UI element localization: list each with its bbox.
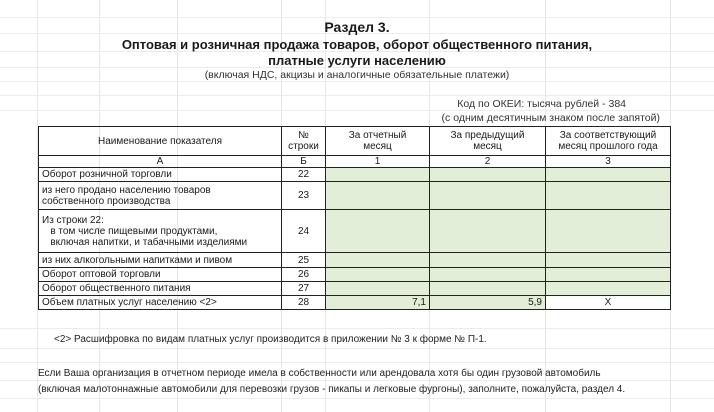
index-cell: 3	[546, 156, 671, 168]
table-header-row	[39, 127, 671, 156]
last-year-cell: X	[546, 296, 671, 310]
table-row	[39, 210, 671, 253]
index-cell: Б	[282, 156, 326, 168]
table-row	[39, 182, 671, 210]
row-number: 25	[282, 253, 326, 268]
grid-line	[0, 328, 714, 329]
header-indicator-name: Наименование показателя	[39, 127, 282, 156]
row-label: Из строки 22: в том числе пищевыми продуктами, включая напитки, и табачными изделиями	[39, 210, 282, 253]
header-previous-month: За предыдущий месяц	[430, 127, 546, 156]
row-number: 24	[282, 210, 326, 253]
table-row	[39, 268, 671, 282]
last-year-cell[interactable]	[546, 253, 671, 268]
grid-line	[0, 398, 714, 399]
row-label: Объем платных услуг населению <2>	[39, 296, 282, 310]
row-label: Оборот общественного питания	[39, 282, 282, 296]
last-year-cell[interactable]	[546, 210, 671, 253]
previous-month-cell[interactable]	[430, 253, 546, 268]
okei-code: Код по ОКЕИ: тысяча рублей - 384	[457, 98, 626, 110]
header-row-number: № строки	[282, 127, 326, 156]
section-note: (включая НДС, акцизы и аналогичные обязательные платежи)	[204, 69, 510, 81]
reporting-month-cell[interactable]	[326, 182, 430, 210]
index-cell: 2	[430, 156, 546, 168]
okei-precision: (с одним десятичным знаком после запятой)	[441, 112, 660, 124]
table-row	[39, 296, 671, 310]
grid-line	[0, 362, 714, 363]
footnote: <2> Расшифровка по видам платных услуг производится в приложении № 3 к форме № П-1.	[54, 334, 487, 345]
reporting-month-cell[interactable]: 7,1	[326, 296, 430, 310]
section3-table	[38, 126, 671, 310]
reporting-month-cell[interactable]	[326, 253, 430, 268]
section-title: Раздел 3.	[324, 19, 390, 35]
previous-month-cell[interactable]	[430, 282, 546, 296]
row-label: Оборот розничной торговли	[39, 168, 282, 182]
grid-line	[0, 380, 714, 381]
footer-text-line2: (включая малотоннажные автомобили для перевозки грузов - пикапы и легковые фургоны), заполните, пожалуйста, раздел 4.	[38, 384, 626, 395]
row-number: 28	[282, 296, 326, 310]
grid-line	[0, 81, 714, 82]
row-label: из него продано населению товаров собственного производства	[39, 182, 282, 210]
previous-month-cell[interactable]	[430, 210, 546, 253]
header-reporting-month: За отчетный месяц	[326, 127, 430, 156]
grid-line	[0, 95, 714, 96]
previous-month-cell[interactable]	[430, 168, 546, 182]
reporting-month-cell[interactable]	[326, 210, 430, 253]
reporting-month-cell[interactable]	[326, 268, 430, 282]
last-year-cell[interactable]	[546, 182, 671, 210]
grid-line	[0, 348, 714, 349]
grid-line	[0, 110, 714, 111]
section-subtitle-line2: платные услуги населению	[268, 53, 446, 68]
column-index-row	[39, 156, 671, 168]
row-number: 26	[282, 268, 326, 282]
reporting-month-cell[interactable]	[326, 168, 430, 182]
previous-month-cell[interactable]	[430, 182, 546, 210]
last-year-cell[interactable]	[546, 282, 671, 296]
row-label: Оборот оптовой торговли	[39, 268, 282, 282]
row-number: 22	[282, 168, 326, 182]
row-number: 23	[282, 182, 326, 210]
footer-text-line1: Если Ваша организация в отчетном периоде имела в собственности или арендовала хотя бы один грузовой автомобиль	[38, 368, 601, 379]
previous-month-cell[interactable]	[430, 268, 546, 282]
index-cell: А	[39, 156, 282, 168]
section-subtitle-line1: Оптовая и розничная продажа товаров, оборот общественного питания,	[121, 37, 593, 52]
table-row	[39, 253, 671, 268]
row-number: 27	[282, 282, 326, 296]
last-year-cell[interactable]	[546, 268, 671, 282]
last-year-cell[interactable]	[546, 168, 671, 182]
row-label: из них алкогольными напитками и пивом	[39, 253, 282, 268]
table-row	[39, 168, 671, 182]
grid-line	[0, 17, 714, 18]
previous-month-cell[interactable]: 5,9	[430, 296, 546, 310]
header-same-month-last-year: За соответствующий месяц прошлого года	[546, 127, 671, 156]
table-row	[39, 282, 671, 296]
index-cell: 1	[326, 156, 430, 168]
reporting-month-cell[interactable]	[326, 282, 430, 296]
